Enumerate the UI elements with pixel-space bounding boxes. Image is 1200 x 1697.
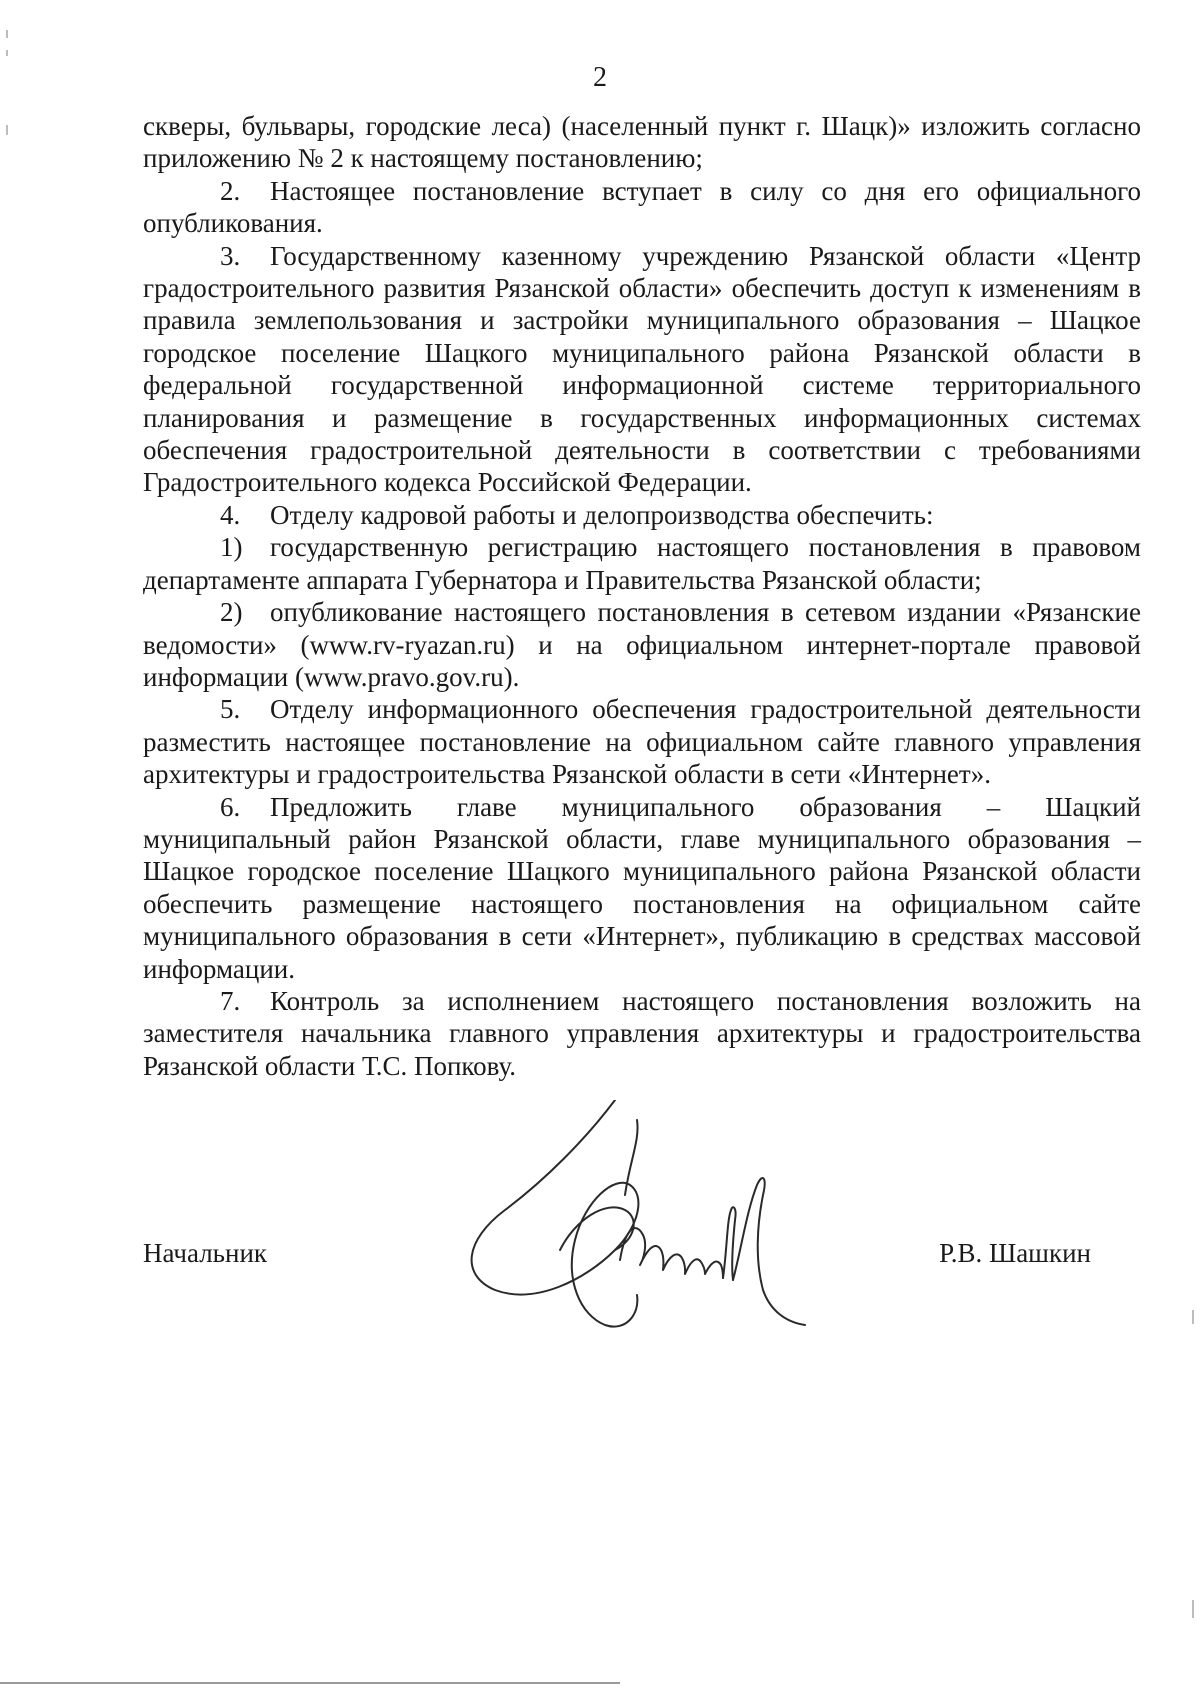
paragraph-number: 2. xyxy=(220,175,241,206)
paragraph-number: 7. xyxy=(220,985,241,1016)
scan-edge-mark xyxy=(1192,1310,1194,1324)
paragraph-text: Отделу кадровой работы и делопроизводства обеспечить: xyxy=(270,499,934,530)
paragraph-text: Контроль за исполнением настоящего постановления возложить на заместителя начальника главного управления архитектуры и градостроительства Рязанской области Т.С. Попкову. xyxy=(143,985,1141,1081)
signatory-title: Начальник xyxy=(143,1238,268,1268)
paragraph-text: опубликование настоящего постановления в сетевом издании «Рязанские ведомости» (www.rv-ryazan.ru) и на официальном интернет-портале правовой информации (www.pravo.gov.ru). xyxy=(143,597,1141,692)
scan-edge-mark xyxy=(1192,1600,1194,1618)
paragraph-subitem-2 xyxy=(143,596,1141,693)
paragraph-item-6 xyxy=(143,791,1141,985)
paragraph-number: 6. xyxy=(220,791,241,822)
paragraph-number: 5. xyxy=(220,694,241,725)
paragraph-item-7 xyxy=(143,985,1141,1082)
paragraph-text: Отделу информационного обеспечения градостроительной деятельности разместить настоящее постановление на официальном сайте главного управления архитектуры и градостроительства Рязанской области в сети «Интернет». xyxy=(143,694,1141,790)
paragraph-subitem-1 xyxy=(143,531,1141,596)
scan-edge-mark xyxy=(6,50,8,56)
document-body xyxy=(143,110,1141,1082)
paragraph-text: Предложить главе муниципального образования – Шацкий муниципальный район Рязанской области, главе муниципального образования – Шацкое городское поселение Шацкого муниципального района Рязанской области обеспечить размещение настоящего постановления на официальном сайте муниципального образования в сети «Интернет», публикацию в средствах массовой информации. xyxy=(143,791,1141,984)
signatory-name: Р.В. Шашкин xyxy=(939,1238,1091,1268)
paragraph-number: 2) xyxy=(220,597,243,628)
scan-edge-mark xyxy=(6,125,8,135)
paragraph-number: 4. xyxy=(220,499,241,530)
handwritten-signature xyxy=(465,1100,825,1350)
paragraph-number: 3. xyxy=(220,240,241,271)
scan-edge-mark xyxy=(6,30,8,38)
paragraph-number: 1) xyxy=(220,532,243,563)
paragraph-item-3 xyxy=(143,240,1141,499)
paragraph-continuation xyxy=(143,110,1141,175)
paragraph-text: скверы, бульвары, городские леса) (населенный пункт г. Шацк)» изложить согласно приложению № 2 к настоящему постановлению; xyxy=(143,111,1141,174)
paragraph-item-4 xyxy=(143,499,1141,531)
paragraph-text: государственную регистрацию настоящего постановления в правовом департаменте аппарата Губернатора и Правительства Рязанской области; xyxy=(143,532,1141,595)
scan-bottom-edge xyxy=(0,1682,620,1684)
paragraph-item-5 xyxy=(143,693,1141,790)
paragraph-text: Настоящее постановление вступает в силу со дня его официального опубликования. xyxy=(143,175,1141,239)
paragraph-text: Государственному казенному учреждению Рязанской области «Центр градостроительного развития Рязанской области» обеспечить доступ к изменениям в правила землепользования и застройки муниципального образования – Шацкое городское поселение Шацкого муниципального района Рязанской области в федеральной государственной информационной системе территориального планирования и размещение в государственных информационных системах обеспечения градостроительной деятельности в соответствии с требованиями Градостроительного кодекса Российской Федерации. xyxy=(143,240,1141,498)
paragraph-item-2 xyxy=(143,175,1141,240)
page-number: 2 xyxy=(593,62,607,93)
